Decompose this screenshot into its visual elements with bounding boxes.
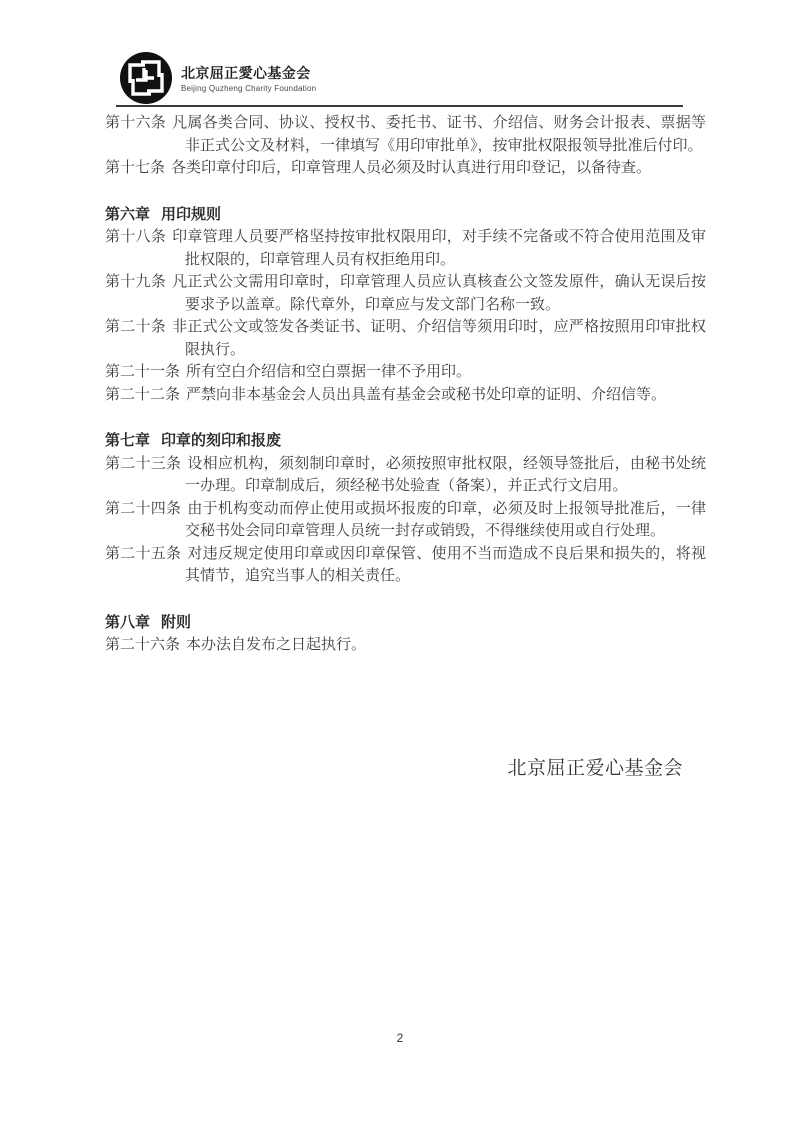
article-text: 印章管理人员要严格坚持按审批权限用印，对手续不完备或不符合使用范围及审批权限的，印章管理人员有权拒绝用印。 — [172, 228, 706, 268]
article-text: 非正式公文或签发各类证书、证明、介绍信等须用印时，应严格按照用印审批权限执行。 — [172, 318, 706, 358]
article-20 — [105, 316, 706, 361]
chapter-title: 印章的刻印和报废 — [161, 432, 282, 449]
article-number: 第二十条 — [105, 318, 167, 335]
article-text: 凡属各类合同、协议、授权书、委托书、证书、介绍信、财务会计报表、票据等非正式公文及材料，一律填写《用印审批单》，按审批权限报领导批准后付印。 — [172, 114, 706, 154]
article-text: 由于机构变动而停止使用或损坏报废的印章，必须及时上报领导批准后，一律交秘书处会同印章管理人员统一封存或销毁，不得继续使用或自行处理。 — [185, 499, 706, 539]
article-number: 第十七条 — [105, 159, 166, 176]
article-24 — [105, 498, 706, 543]
chapter-number: 第八章 — [105, 613, 151, 631]
article-number: 第二十四条 — [105, 499, 182, 517]
org-names — [181, 64, 316, 93]
chapter-number: 第七章 — [105, 432, 151, 449]
article-number: 第二十二条 — [105, 385, 181, 403]
chapter-number: 第六章 — [105, 205, 151, 223]
document-body — [105, 105, 706, 657]
article-text: 凡正式公文需用印章时，印章管理人员应认真核查公文签发原件，确认无误后按要求予以盖章。除代章外，印章应与发文部门名称一致。 — [172, 273, 706, 313]
article-number: 第二十六条 — [105, 636, 181, 653]
article-21 — [105, 361, 706, 384]
org-name-english: Beijing Quzheng Charity Foundation — [181, 83, 317, 93]
letterhead — [118, 50, 316, 106]
article-text: 设相应机构，须刻制印章时，必须按照审批权限，经领导签批后，由秘书处统一办理。印章制成后，须经秘书处验查（备案），并正式行文启用。 — [185, 454, 706, 494]
article-number: 第十六条 — [105, 114, 167, 131]
article-text: 各类印章付印后，印章管理人员必须及时认真进行用印登记，以备待查。 — [171, 159, 652, 176]
chapter-7-heading — [105, 430, 706, 453]
article-text: 对违反规定使用印章或因印章保管、使用不当而造成不良后果和损失的，将视其情节，追究当事人的相关责任。 — [185, 544, 706, 584]
article-number: 第二十三条 — [105, 454, 182, 472]
article-number: 第十九条 — [105, 273, 167, 290]
article-text: 本办法自发布之日起执行。 — [186, 636, 367, 653]
foundation-logo-icon — [118, 50, 174, 106]
signature: 北京屈正爱心基金会 — [507, 758, 683, 779]
org-name-chinese: 北京屈正愛心基金会 — [181, 64, 311, 81]
article-number: 第二十五条 — [105, 544, 182, 562]
chapter-8-heading — [105, 612, 706, 635]
article-26 — [105, 634, 706, 657]
chapter-title: 附则 — [161, 613, 192, 631]
article-17 — [105, 157, 706, 180]
article-22 — [105, 384, 706, 407]
chapter-title: 用印规则 — [161, 205, 222, 223]
article-text: 严禁向非本基金会人员出具盖有基金会或秘书处印章的证明、介绍信等。 — [186, 385, 667, 403]
chapter-6-heading — [105, 204, 706, 227]
article-text: 所有空白介绍信和空白票据一律不予用印。 — [186, 363, 472, 380]
article-number: 第十八条 — [105, 228, 167, 245]
article-18 — [105, 226, 706, 271]
page-number: 2 — [396, 1031, 404, 1045]
article-16 — [105, 112, 706, 157]
article-number: 第二十一条 — [105, 363, 181, 380]
article-23 — [105, 453, 706, 498]
article-25 — [105, 543, 706, 588]
article-19 — [105, 271, 706, 316]
